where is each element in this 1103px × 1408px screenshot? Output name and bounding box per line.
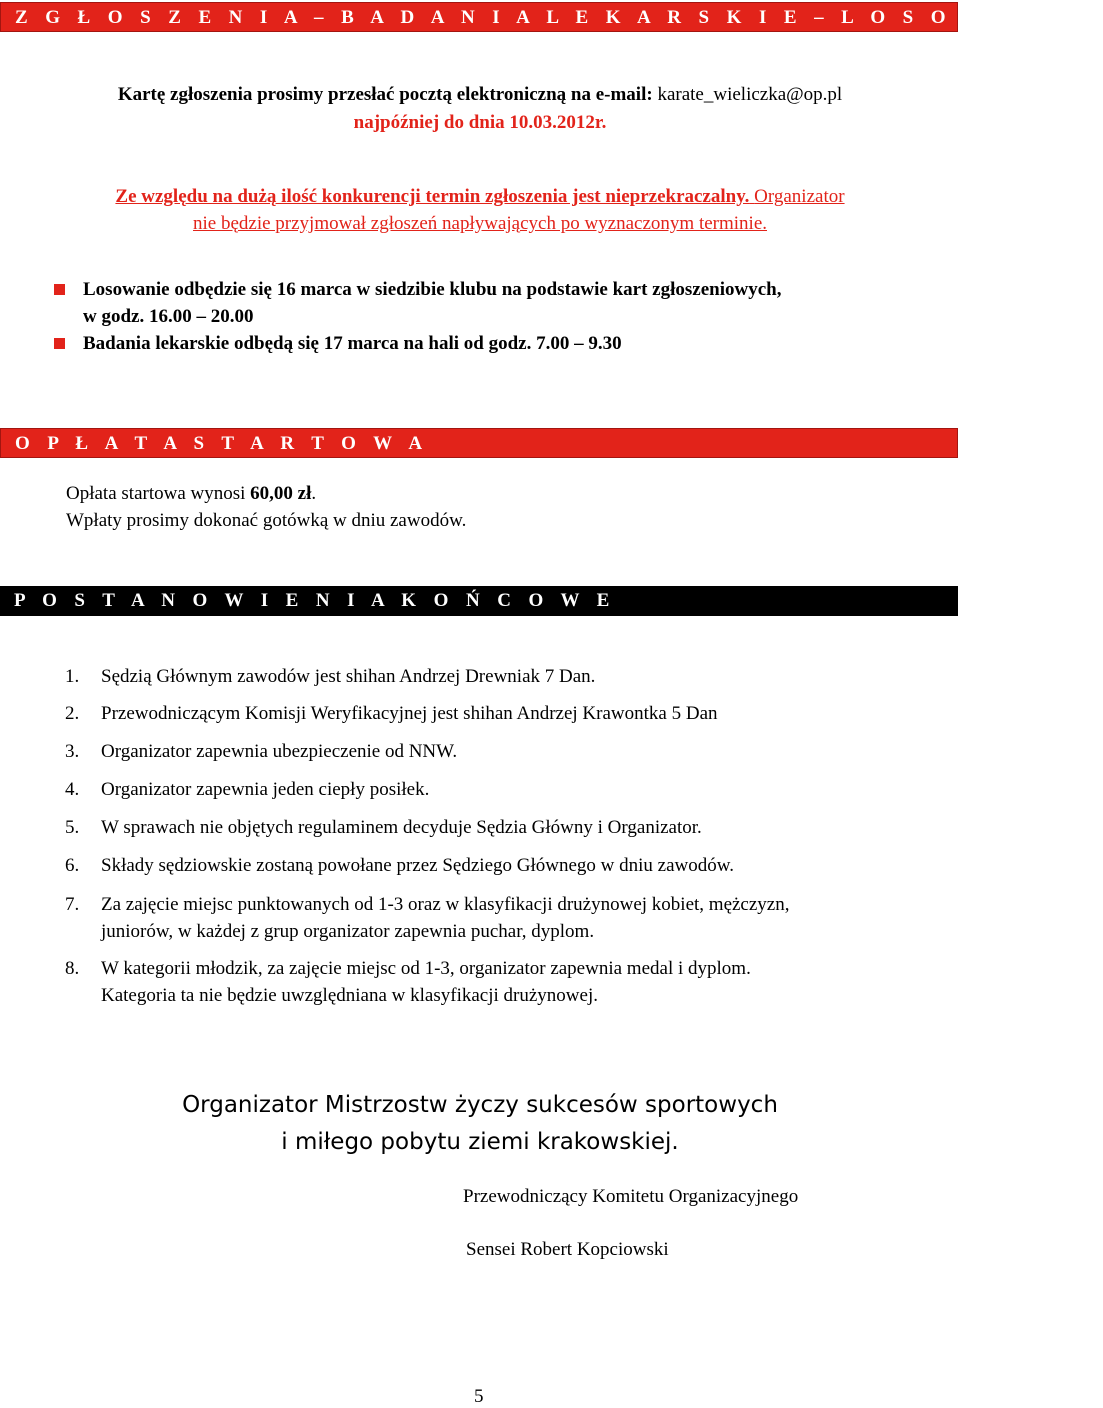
list-item: Organizator zapewnia ubezpieczenie od NNW. — [101, 741, 458, 762]
intro-line-1 — [0, 84, 960, 106]
signature-name: Sensei Robert Kopciowski — [466, 1239, 669, 1260]
list-item: Sędzią Głównym zawodów jest shihan Andrzej Drewniak 7 Dan. — [101, 666, 596, 687]
intro-text: Kartę zgłoszenia prosimy przesłać pocztą elektroniczną na e-mail: — [117, 84, 653, 105]
list-item: W kategorii młodzik, za zajęcie miejsc od 1-3, organizator zapewnia medal i dyplom. — [101, 958, 751, 979]
fee-line-1 — [66, 483, 316, 505]
closing-line-2: i miłego pobytu ziemi krakowskiej. — [281, 1129, 679, 1155]
warning-text-organizer: Organizator — [754, 186, 845, 207]
list-item-number: 5. — [65, 817, 80, 838]
fee-suffix: . — [311, 483, 317, 504]
list-item-number: 8. — [65, 958, 80, 979]
red-square-bullet-icon — [54, 284, 65, 295]
intro-line-2 — [0, 112, 960, 134]
fee-line-2: Wpłaty prosimy dokonać gotówką w dniu zawodów. — [66, 510, 467, 531]
list-item-number: 2. — [65, 703, 80, 724]
fee-prefix: Opłata startowa wynosi — [66, 483, 246, 504]
list-item-continuation: Kategoria ta nie będzie uwzględniana w klasyfikacji drużynowej. — [101, 985, 598, 1006]
page-number: 5 — [474, 1386, 484, 1407]
deadline-prefix: najpóźniej do dnia — [353, 112, 505, 133]
bullet-1-line-2: w godz. 16.00 – 20.00 — [83, 306, 254, 327]
email-address[interactable]: karate_wieliczka@op.pl — [657, 84, 843, 105]
list-item: Składy sędziowskie zostaną powołane przez Sędziego Głównego w dniu zawodów. — [101, 855, 734, 876]
closing-line-1: Organizator Mistrzostw życzy sukcesów sportowych — [182, 1092, 778, 1118]
bullet-1-line-1: Losowanie odbędzie się 16 marca w siedzibie klubu na podstawie kart zgłoszeniowych, — [83, 279, 782, 300]
list-item-number: 4. — [65, 779, 80, 800]
list-item-number: 3. — [65, 741, 80, 762]
list-item-continuation: juniorów, w każdej z grup organizator zapewnia puchar, dyplom. — [101, 921, 595, 942]
red-square-bullet-icon — [54, 338, 65, 349]
header-bar: Z G Ł O S Z E N I A – B A D A N I A L E K A R S K I E – L O S O W A N I E — [0, 2, 958, 32]
warning-line-1 — [0, 186, 960, 208]
list-item: Za zajęcie miejsc punktowanych od 1-3 oraz w klasyfikacji drużynowej kobiet, mężczyzn, — [101, 894, 790, 915]
fee-amount: 60,00 zł — [250, 483, 312, 504]
bullet-2-line-1: Badania lekarskie odbędą się 17 marca na hali od godz. 7.00 – 9.30 — [83, 333, 622, 354]
warning-line-2: nie będzie przyjmował zgłoszeń napływających po wyznaczonym terminie. — [193, 213, 767, 234]
signature-title: Przewodniczący Komitetu Organizacyjnego — [463, 1186, 799, 1207]
list-item: Przewodniczącym Komisji Weryfikacyjnej jest shihan Andrzej Krawontka 5 Dan — [101, 703, 718, 724]
warning-text-bold: Ze względu na dużą ilość konkurencji termin zgłoszenia jest nieprzekraczalny. — [115, 186, 750, 207]
fee-section-bar: O P Ł A T A S T A R T O W A — [0, 428, 958, 458]
list-item: Organizator zapewnia jeden ciepły posiłek. — [101, 779, 430, 800]
list-item-number: 6. — [65, 855, 80, 876]
final-section-bar: P O S T A N O W I E N I A K O Ń C O W E — [0, 586, 958, 616]
deadline-date: 10.03.2012r. — [509, 112, 607, 133]
list-item-number: 1. — [65, 666, 80, 687]
list-item-number: 7. — [65, 894, 80, 915]
list-item: W sprawach nie objętych regulaminem decyduje Sędzia Główny i Organizator. — [101, 817, 702, 838]
